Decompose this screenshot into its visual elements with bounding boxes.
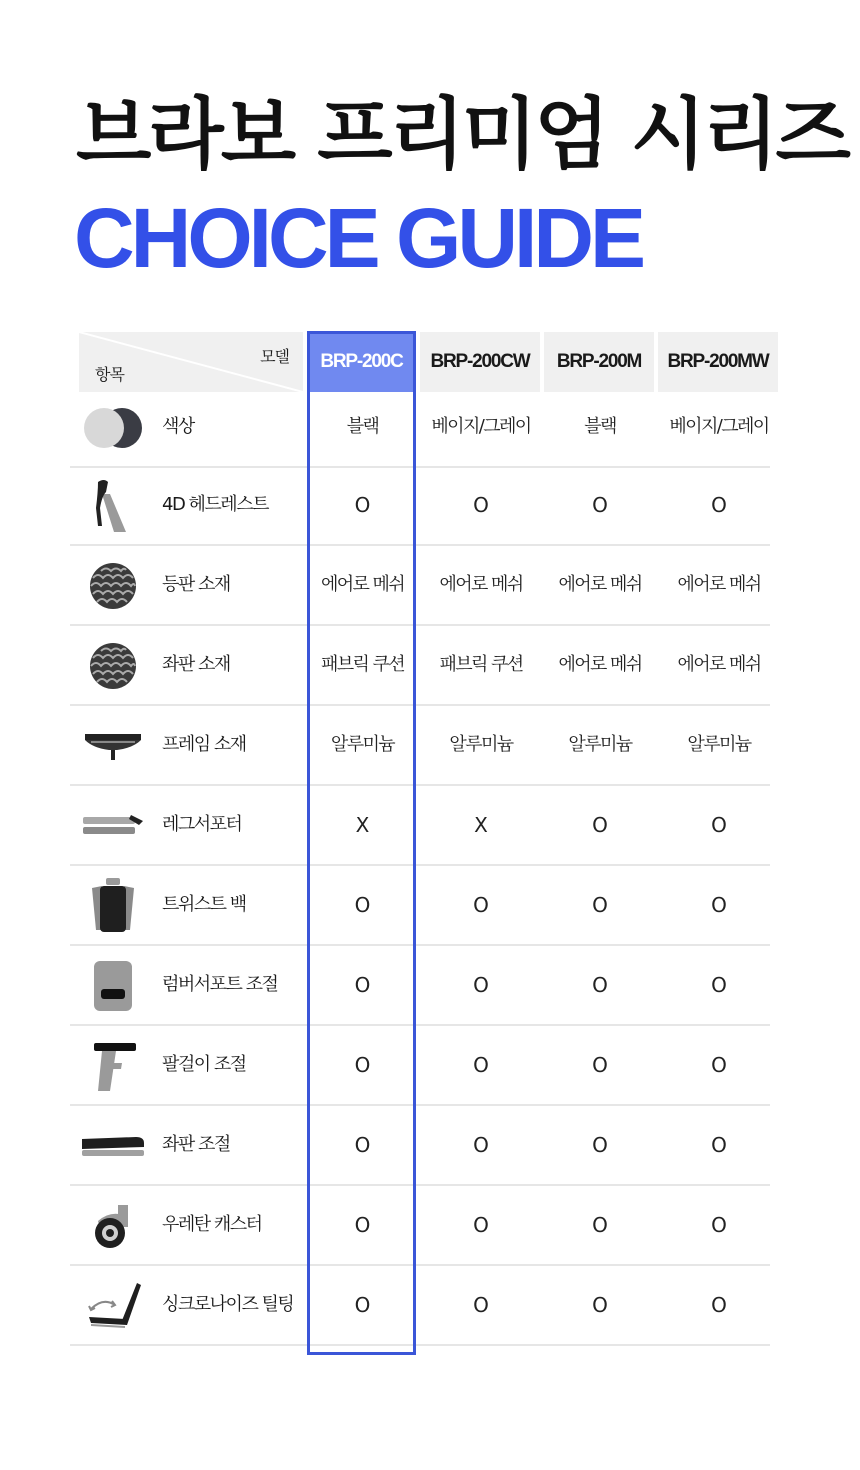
table-cell: O (592, 893, 608, 917)
table-cell: 알루미늄 (687, 734, 751, 755)
table-cell: O (711, 893, 727, 917)
table-cell: 에어로 메쉬 (558, 574, 642, 595)
model-header-brp-200c[interactable]: BRP-200C (307, 332, 416, 392)
table-row-lumbar-support (70, 946, 770, 1026)
caster-icon (80, 1198, 146, 1254)
table-cell: 알루미늄 (330, 734, 395, 755)
lumbar-support-icon (80, 958, 146, 1014)
table-cell: 에어로 메쉬 (439, 574, 523, 595)
table-row-caster (70, 1186, 770, 1266)
table-cell: O (473, 493, 489, 517)
tilting-icon (80, 1278, 146, 1334)
table-cell: O (354, 973, 371, 997)
table-cell: O (711, 1293, 727, 1317)
table-cell: O (473, 1133, 489, 1157)
table-row-frame-material (70, 706, 770, 786)
seat-adjust-icon (80, 1118, 146, 1174)
row-label: 프레임 소재 (162, 734, 246, 755)
table-cell: 에어로 메쉬 (677, 574, 761, 595)
table-cell: O (473, 1053, 489, 1077)
item-axis-label: 항목 (95, 365, 124, 384)
table-row-color (70, 388, 770, 468)
table-cell: O (354, 1053, 371, 1077)
table-cell: O (354, 1133, 371, 1157)
mesh-fabric-icon (80, 638, 146, 694)
row-label: 레그서포터 (162, 814, 242, 835)
table-cell: O (592, 1293, 608, 1317)
table-cell: 에어로 메쉬 (320, 574, 405, 595)
table-row-twist-back (70, 866, 770, 946)
table-cell: O (592, 1213, 608, 1237)
table-cell: O (473, 973, 489, 997)
table-row-tilting (70, 1266, 770, 1346)
table-corner-header (79, 332, 303, 392)
page-subtitle: CHOICE GUIDE (74, 191, 643, 285)
table-cell: 에어로 메쉬 (558, 654, 642, 675)
leg-support-icon (80, 798, 146, 854)
table-cell: O (711, 1213, 727, 1237)
table-cell: O (711, 493, 727, 517)
row-label: 좌판 소재 (162, 654, 230, 675)
mesh-fabric-icon (80, 558, 146, 614)
table-cell: 베이지/그레이 (669, 416, 769, 437)
table-cell: 에어로 메쉬 (677, 654, 761, 675)
table-cell: O (354, 493, 371, 517)
table-cell: O (354, 1293, 371, 1317)
table-cell: O (354, 1213, 371, 1237)
headrest-icon (80, 478, 146, 534)
model-header-brp-200m[interactable]: BRP-200M (544, 332, 654, 392)
table-row-seat-material (70, 626, 770, 706)
table-cell: O (473, 893, 489, 917)
table-row-armrest (70, 1026, 770, 1106)
table-cell: O (711, 1133, 727, 1157)
twist-back-icon (80, 878, 146, 934)
table-cell: 베이지/그레이 (431, 416, 531, 437)
table-cell: 블랙 (584, 416, 616, 437)
row-label: 등판 소재 (162, 574, 230, 595)
table-cell: O (711, 1053, 727, 1077)
table-cell: O (473, 1213, 489, 1237)
row-label: 럼버서포트 조절 (162, 974, 278, 995)
row-label: 싱크로나이즈 틸팅 (162, 1294, 294, 1315)
table-cell: O (711, 973, 727, 997)
table-cell: X (474, 813, 488, 837)
table-cell: O (592, 973, 608, 997)
row-label: 색상 (162, 416, 194, 437)
model-header-brp-200cw[interactable]: BRP-200CW (420, 332, 540, 392)
table-cell: O (711, 813, 727, 837)
table-cell: X (355, 813, 370, 837)
table-cell: 블랙 (346, 416, 379, 437)
table-cell: 알루미늄 (449, 734, 513, 755)
table-cell: 패브릭 쿠션 (439, 654, 523, 675)
table-row-back-material (70, 546, 770, 626)
frame-icon (80, 718, 146, 774)
model-axis-label: 모델 (260, 347, 289, 366)
table-row-headrest (70, 466, 770, 546)
table-cell: O (592, 813, 608, 837)
table-cell: 패브릭 쿠션 (320, 654, 405, 675)
table-cell: O (473, 1293, 489, 1317)
model-header-brp-200mw[interactable]: BRP-200MW (658, 332, 778, 392)
page-title: 브라보 프리미엄 시리즈 (76, 90, 848, 180)
row-label: 트위스트 백 (162, 894, 246, 915)
row-label: 팔걸이 조절 (162, 1054, 246, 1075)
table-cell: O (592, 1053, 608, 1077)
table-cell: 알루미늄 (568, 734, 632, 755)
row-label: 좌판 조절 (162, 1134, 230, 1155)
row-label: 4D 헤드레스트 (162, 494, 268, 515)
table-row-seat-adjust (70, 1106, 770, 1186)
table-row-leg-support (70, 786, 770, 866)
table-cell: O (354, 893, 371, 917)
armrest-icon (80, 1038, 146, 1094)
table-cell: O (592, 493, 608, 517)
table-cell: O (592, 1133, 608, 1157)
color-swatch-icon (80, 400, 146, 456)
row-label: 우레탄 캐스터 (162, 1214, 262, 1235)
